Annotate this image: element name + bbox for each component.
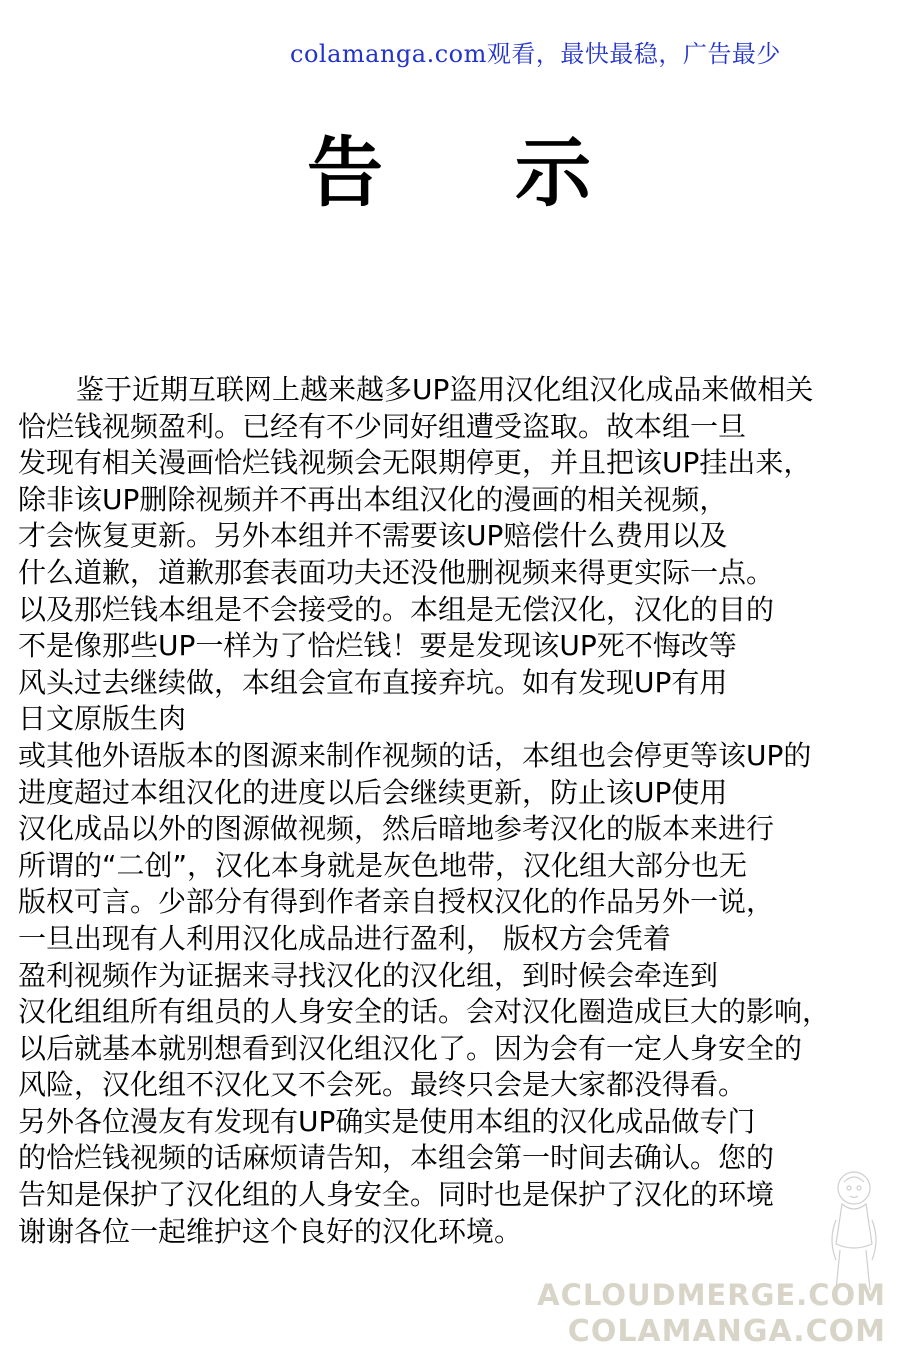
body-line: 谢谢各位一起维护这个良好的汉化环境。 bbox=[18, 1214, 523, 1248]
body-line: 一旦出现有人利用汉化成品进行盈利， 版权方会凭着 bbox=[18, 921, 671, 955]
body-line: 以后就基本就别想看到汉化组汉化了。因为会有一定人身安全的 bbox=[18, 1031, 803, 1065]
body-line: 或其他外语版本的图源来制作视频的话，本组也会停更等该UP的 bbox=[18, 738, 812, 772]
body-line: 盈利视频作为证据来寻找汉化的汉化组，到时候会牵连到 bbox=[18, 958, 719, 992]
watermark-line-2: COLAMANGA.COM bbox=[567, 1314, 886, 1349]
watermark-line-1: ACLOUDMERGE.COM bbox=[537, 1278, 886, 1312]
watermark bbox=[537, 1278, 886, 1356]
body-line: 什么道歉，道歉那套表面功夫还没他删视频来得更实际一点。 bbox=[18, 555, 775, 589]
notice-body bbox=[18, 372, 898, 1250]
notice-title-char-1: 告 bbox=[307, 128, 385, 217]
body-line: 风头过去继续做，本组会宣布直接弃坑。如有发现UP有用 bbox=[18, 665, 728, 699]
body-line: 版权可言。少部分有得到作者亲自授权汉化的作品另外一说， bbox=[18, 885, 775, 919]
body-line: 除非该UP删除视频并不再出本组汉化的漫画的相关视频， bbox=[18, 482, 728, 516]
body-line: 另外各位漫友有发现有UP确实是使用本组的汉化成品做专门 bbox=[18, 1104, 756, 1138]
top-banner: colamanga.com观看，最快最稳，广告最少 bbox=[290, 40, 781, 68]
body-line: 才会恢复更新。另外本组并不需要该UP赔偿什么费用以及 bbox=[18, 519, 728, 553]
body-line: 汉化组组所有组员的人身安全的话。会对汉化圈造成巨大的影响， bbox=[18, 995, 831, 1029]
body-line: 不是像那些UP一样为了恰烂钱！要是发现该UP死不悔改等 bbox=[18, 629, 737, 663]
body-line: 风险，汉化组不汉化又不会死。最终只会是大家都没得看。 bbox=[18, 1068, 747, 1102]
notice-title-char-2: 示 bbox=[515, 128, 593, 217]
body-line: 日文原版生肉 bbox=[18, 702, 187, 736]
body-line: 发现有相关漫画恰烂钱视频会无限期停更，并且把该UP挂出来， bbox=[18, 446, 812, 480]
body-line: 以及那烂钱本组是不会接受的。本组是无偿汉化，汉化的目的 bbox=[18, 592, 775, 626]
body-line: 恰烂钱视频盈利。已经有不少同好组遭受盗取。故本组一旦 bbox=[18, 409, 747, 443]
body-line: 进度超过本组汉化的进度以后会继续更新，防止该UP使用 bbox=[18, 775, 728, 809]
body-line: 鉴于近期互联网上越来越多UP盗用汉化组汉化成品来做相关 bbox=[76, 373, 814, 406]
body-line: 的恰烂钱视频的话麻烦请告知，本组会第一时间去确认。您的 bbox=[18, 1141, 775, 1175]
notice-title bbox=[0, 128, 900, 218]
body-line: 所谓的“二创”，汉化本身就是灰色地带，汉化组大部分也无 bbox=[18, 848, 748, 882]
body-line: 汉化成品以外的图源做视频，然后暗地参考汉化的版本来进行 bbox=[18, 812, 775, 846]
body-line: 告知是保护了汉化组的人身安全。同时也是保护了汉化的环境 bbox=[18, 1178, 775, 1212]
